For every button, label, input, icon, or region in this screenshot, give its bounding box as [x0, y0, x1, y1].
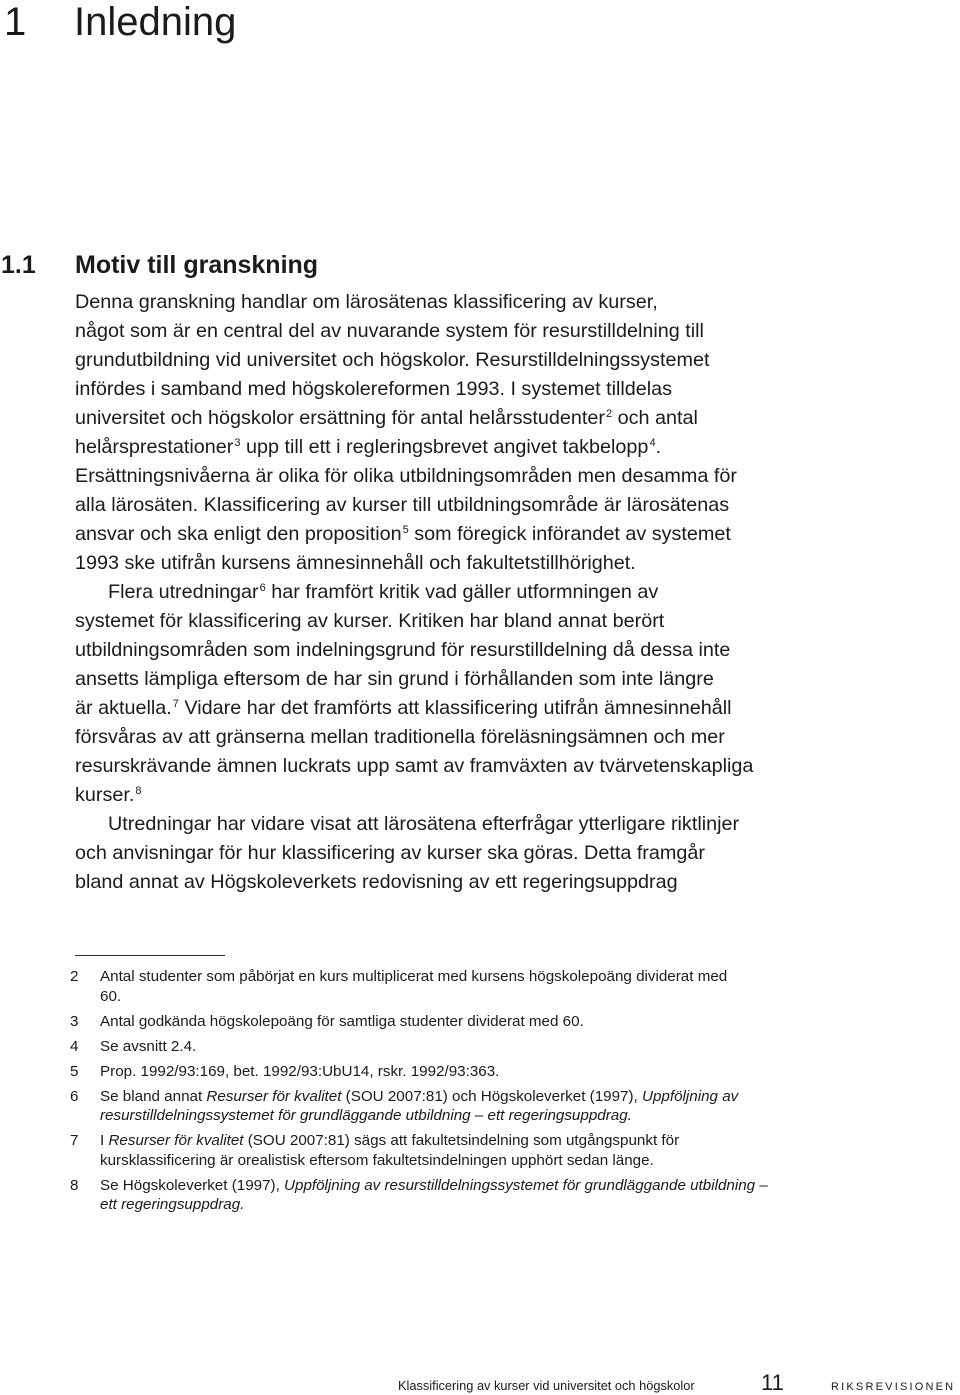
footnote-text-line: [100, 1151, 950, 1171]
text-run: infördes i samband med högskolereformen 1993. I systemet tilldelas: [75, 378, 673, 400]
footnote-text-line: [100, 987, 950, 1007]
text-run: Vidare har det framförts att klassificering utifrån ämnesinnehåll: [178, 697, 732, 719]
text-line: [75, 462, 945, 491]
footnote-ref: 6: [259, 582, 266, 595]
footnote-text-line: [100, 967, 950, 987]
text-line: [75, 665, 945, 694]
footnote-number: 6: [70, 1087, 79, 1105]
footnote-text-line: [100, 1195, 950, 1215]
footnote: [70, 1131, 950, 1170]
footnote: [70, 1037, 950, 1057]
chapter-number: 1: [4, 0, 27, 44]
text-line: [75, 839, 945, 868]
body-text: [75, 288, 945, 897]
text-line: [75, 607, 945, 636]
footnote-text-line: [100, 1087, 950, 1107]
footnote-ref: 8: [135, 785, 142, 798]
page-number: 11: [761, 1370, 784, 1395]
footnote-ref: 2: [606, 408, 613, 421]
text-run: utbildningsområden som indelningsgrund för resurstilldelning då dessa inte: [75, 639, 731, 661]
section-heading: [0, 250, 960, 280]
text-line: [75, 636, 945, 665]
text-run: universitet och högskolor ersättning för antal helårsstudenter: [75, 407, 605, 429]
text-run: och anvisningar för hur klassificering av kurser ska göras. Detta framgår: [75, 842, 705, 864]
text-run: 1993 ske utifrån kursens ämnesinnehåll och fakultetstillhörighet.: [75, 552, 636, 574]
footnote-text-line: [100, 1037, 950, 1057]
text-line: [75, 723, 945, 752]
text-run: Se bland annat: [100, 1087, 207, 1105]
text-run: försvåras av att gränserna mellan traditionella föreläsningsämnen och mer: [75, 726, 725, 748]
paragraph: [75, 810, 945, 897]
footnote-number: 5: [70, 1062, 79, 1080]
text-run: (SOU 2007:81) sägs att fakultetsindelning som utgångspunkt för: [243, 1132, 680, 1149]
text-run: resurskrävande ämnen luckrats upp samt av framväxten av tvärvetenskapliga: [75, 755, 754, 777]
text-line: [75, 491, 945, 520]
italic-text-run: resurstilldelningssystemet för grundläggande utbildning – ett regeringsuppdrag.: [100, 1107, 632, 1124]
text-line: [75, 810, 945, 839]
footnote-ref: 7: [172, 698, 179, 711]
text-line: [75, 404, 945, 433]
text-run: I: [100, 1132, 109, 1149]
paragraph: [75, 578, 945, 810]
text-run: systemet för klassificering av kurser. Kritiken har bland annat berört: [75, 610, 665, 632]
text-line: [75, 346, 945, 375]
text-run: något som är en central del av nuvarande system för resurstilldelning till: [75, 320, 704, 342]
footnote: [70, 1176, 950, 1215]
text-run: upp till ett i regleringsbrevet angivet takbelopp: [240, 436, 649, 458]
text-run: är aktuella.: [75, 697, 172, 719]
text-run: som föregick införandet av systemet: [408, 523, 731, 545]
text-line: [75, 578, 945, 607]
paragraph: [75, 288, 945, 578]
footnote-text-line: [100, 1012, 950, 1032]
footnotes: [70, 967, 950, 1220]
footnote: [70, 967, 950, 1006]
text-line: [75, 520, 945, 549]
italic-text-run: Resurser för kvalitet: [108, 1132, 244, 1149]
footnote-number: 3: [70, 1012, 79, 1030]
text-run: ansvar och ska enligt den proposition: [75, 523, 402, 545]
footnote-text-line: [100, 1131, 950, 1151]
footnote-number: 7: [70, 1132, 79, 1149]
text-run: grundutbildning vid universitet och högskolor. Resurstilldelningssystemet: [75, 349, 710, 371]
footnote-ref: 3: [234, 437, 241, 450]
footnote-text-line: [100, 1176, 950, 1196]
italic-text-run: Uppföljning av: [641, 1087, 739, 1105]
footnote-ref: 4: [649, 437, 656, 450]
footnote-separator: [75, 955, 225, 956]
text-run: .: [655, 436, 662, 458]
text-run: alla lärosäten. Klassificering av kurser till utbildningsområde är lärosätenas: [75, 494, 730, 516]
text-run: 60.: [100, 987, 122, 1005]
footnote: [70, 1087, 950, 1126]
text-run: kurser.: [75, 784, 135, 806]
footnote-ref: 5: [402, 524, 409, 537]
text-run: bland annat av Högskoleverkets redovisning av ett regeringsuppdrag: [75, 871, 678, 893]
text-run: och antal: [612, 407, 698, 429]
text-run: Denna granskning handlar om lärosätenas klassificering av kurser,: [75, 291, 658, 313]
text-run: har framfört kritik vad gäller utformningen av: [265, 581, 659, 603]
italic-text-run: Uppföljning av resurstilldelningssystemet för grundläggande utbildning –: [284, 1176, 768, 1194]
text-line: [75, 433, 945, 462]
text-run: helårsprestationer: [75, 436, 234, 458]
text-run: Antal studenter som påbörjat en kurs multiplicerat med kursens högskolepoäng dividerat med: [100, 968, 728, 985]
footnote-number: 8: [70, 1176, 79, 1194]
footnote-number: 4: [70, 1037, 79, 1055]
italic-text-run: ett regeringsuppdrag.: [100, 1196, 245, 1213]
footnote-number: 2: [70, 968, 79, 985]
text-line: [75, 868, 945, 897]
text-run: Utredningar har vidare visat att lärosätena efterfrågar ytterligare riktlinjer: [108, 813, 740, 835]
text-line: [75, 549, 945, 578]
text-line: [75, 288, 945, 317]
text-line: [75, 375, 945, 404]
footnote-text-line: [100, 1062, 950, 1082]
footnote: [70, 1012, 950, 1032]
section-number: 1.1: [1, 251, 36, 279]
chapter-heading: [0, 2, 960, 48]
text-run: Prop. 1992/93:169, bet. 1992/93:UbU14, rskr. 1992/93:363.: [100, 1062, 500, 1080]
text-run: Flera utredningar: [108, 581, 259, 603]
footnote: [70, 1062, 950, 1082]
text-run: Se avsnitt 2.4.: [100, 1037, 197, 1055]
section-title: Motiv till granskning: [75, 251, 319, 279]
chapter-title: Inledning: [74, 0, 237, 44]
text-run: kursklassificering är orealistisk eftersom fakultetsindelningen upphört sedan länge.: [100, 1151, 654, 1169]
text-line: [75, 317, 945, 346]
italic-text-run: Resurser för kvalitet: [206, 1087, 342, 1105]
publisher-name: RIKSREVISIONEN: [831, 1381, 956, 1393]
text-run: (SOU 2007:81) och Högskoleverket (1997),: [341, 1087, 642, 1105]
text-run: Ersättningsnivåerna är olika för olika utbildningsområden men desamma för: [75, 465, 737, 487]
footnote-text-line: [100, 1106, 950, 1126]
text-line: [75, 694, 945, 723]
text-line: [75, 752, 945, 781]
text-run: ansetts lämpliga eftersom de har sin grund i förhållanden som inte längre: [75, 668, 714, 690]
footer-title: Klassificering av kurser vid universitet och högskolor: [398, 1378, 695, 1393]
text-run: Se Högskoleverket (1997),: [100, 1176, 285, 1194]
text-line: [75, 781, 945, 810]
text-run: Antal godkända högskolepoäng för samtliga studenter dividerat med 60.: [100, 1012, 584, 1030]
